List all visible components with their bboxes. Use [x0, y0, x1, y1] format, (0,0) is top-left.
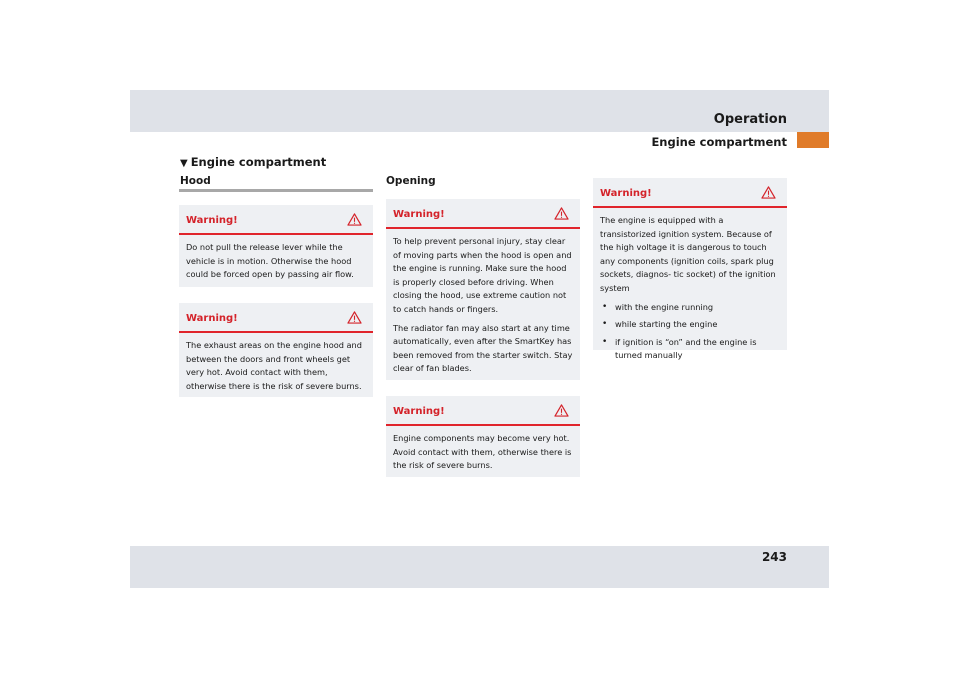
warning-body — [179, 235, 373, 288]
warning-text: The radiator fan may also start at any time automatically, even after the SmartKey has been removed from the starter switch. Stay clear of fan blades. — [393, 322, 573, 374]
chapter-tab-marker — [797, 132, 829, 148]
hood-heading: Hood — [180, 175, 211, 187]
warning-label: Warning! — [393, 209, 445, 220]
hood-heading-rule — [179, 189, 373, 192]
list-item: • with the engine running — [600, 301, 781, 315]
warning-text: The engine is equipped with a transistorized ignition system. Because of the high voltage it is dangerous to touch any components (ignition coils, spark plug sockets, diagnos- tic socket) of the ignition system — [600, 215, 776, 293]
warning-text: Engine components may become very hot. Avoid contact with them, otherwise there is the risk of severe burns. — [393, 433, 572, 471]
warning-text: The exhaust areas on the engine hood and between the doors and front wheels get very hot. Avoid contact with them, otherwise there is the risk of severe burns. — [186, 340, 362, 391]
warning-triangle-icon — [554, 207, 569, 220]
warning-triangle-icon — [347, 213, 362, 226]
warning-label: Warning! — [186, 313, 238, 324]
warning-header — [386, 199, 580, 229]
warning-text: Do not pull the release lever while the vehicle is in motion. Otherwise the hood could be forced open by passing air flow. — [186, 242, 354, 280]
warning-triangle-icon — [554, 404, 569, 417]
section-marker-icon: ▼ — [180, 158, 188, 169]
warning-box-moving-parts — [386, 199, 580, 380]
warning-header — [179, 205, 373, 235]
warning-label: Warning! — [186, 215, 238, 226]
warning-header — [179, 303, 373, 333]
warning-bullet-list — [600, 301, 781, 363]
warning-body — [179, 333, 373, 399]
section-header: Engine compartment — [651, 135, 787, 149]
section-title — [180, 155, 326, 169]
warning-header — [593, 178, 787, 208]
warning-body — [386, 426, 580, 479]
list-item: • while starting the engine — [600, 318, 781, 332]
warning-text: To help prevent personal injury, stay clear of moving parts when the hood is open and the engine is running. Make sure the hood is properly closed before driving. When closing the hood, use extreme caution not to catch hands or fingers. — [393, 236, 572, 314]
warning-triangle-icon — [761, 186, 776, 199]
warning-box-hot-components — [386, 396, 580, 477]
warning-header — [386, 396, 580, 426]
page-number: 243 — [761, 550, 787, 564]
footer-band — [130, 546, 829, 588]
warning-label: Warning! — [600, 188, 652, 199]
opening-heading: Opening — [386, 175, 436, 187]
warning-box-release-lever — [179, 205, 373, 287]
warning-label: Warning! — [393, 406, 445, 417]
warning-triangle-icon — [347, 311, 362, 324]
warning-body — [386, 229, 580, 382]
warning-body — [593, 208, 787, 373]
warning-box-ignition — [593, 178, 787, 361]
section-title-text: Engine compartment — [190, 155, 327, 169]
chapter-title: Operation — [713, 112, 787, 127]
list-item: • if ignition is “on” and the engine is turned manually — [600, 336, 781, 363]
warning-box-exhaust — [179, 303, 373, 397]
